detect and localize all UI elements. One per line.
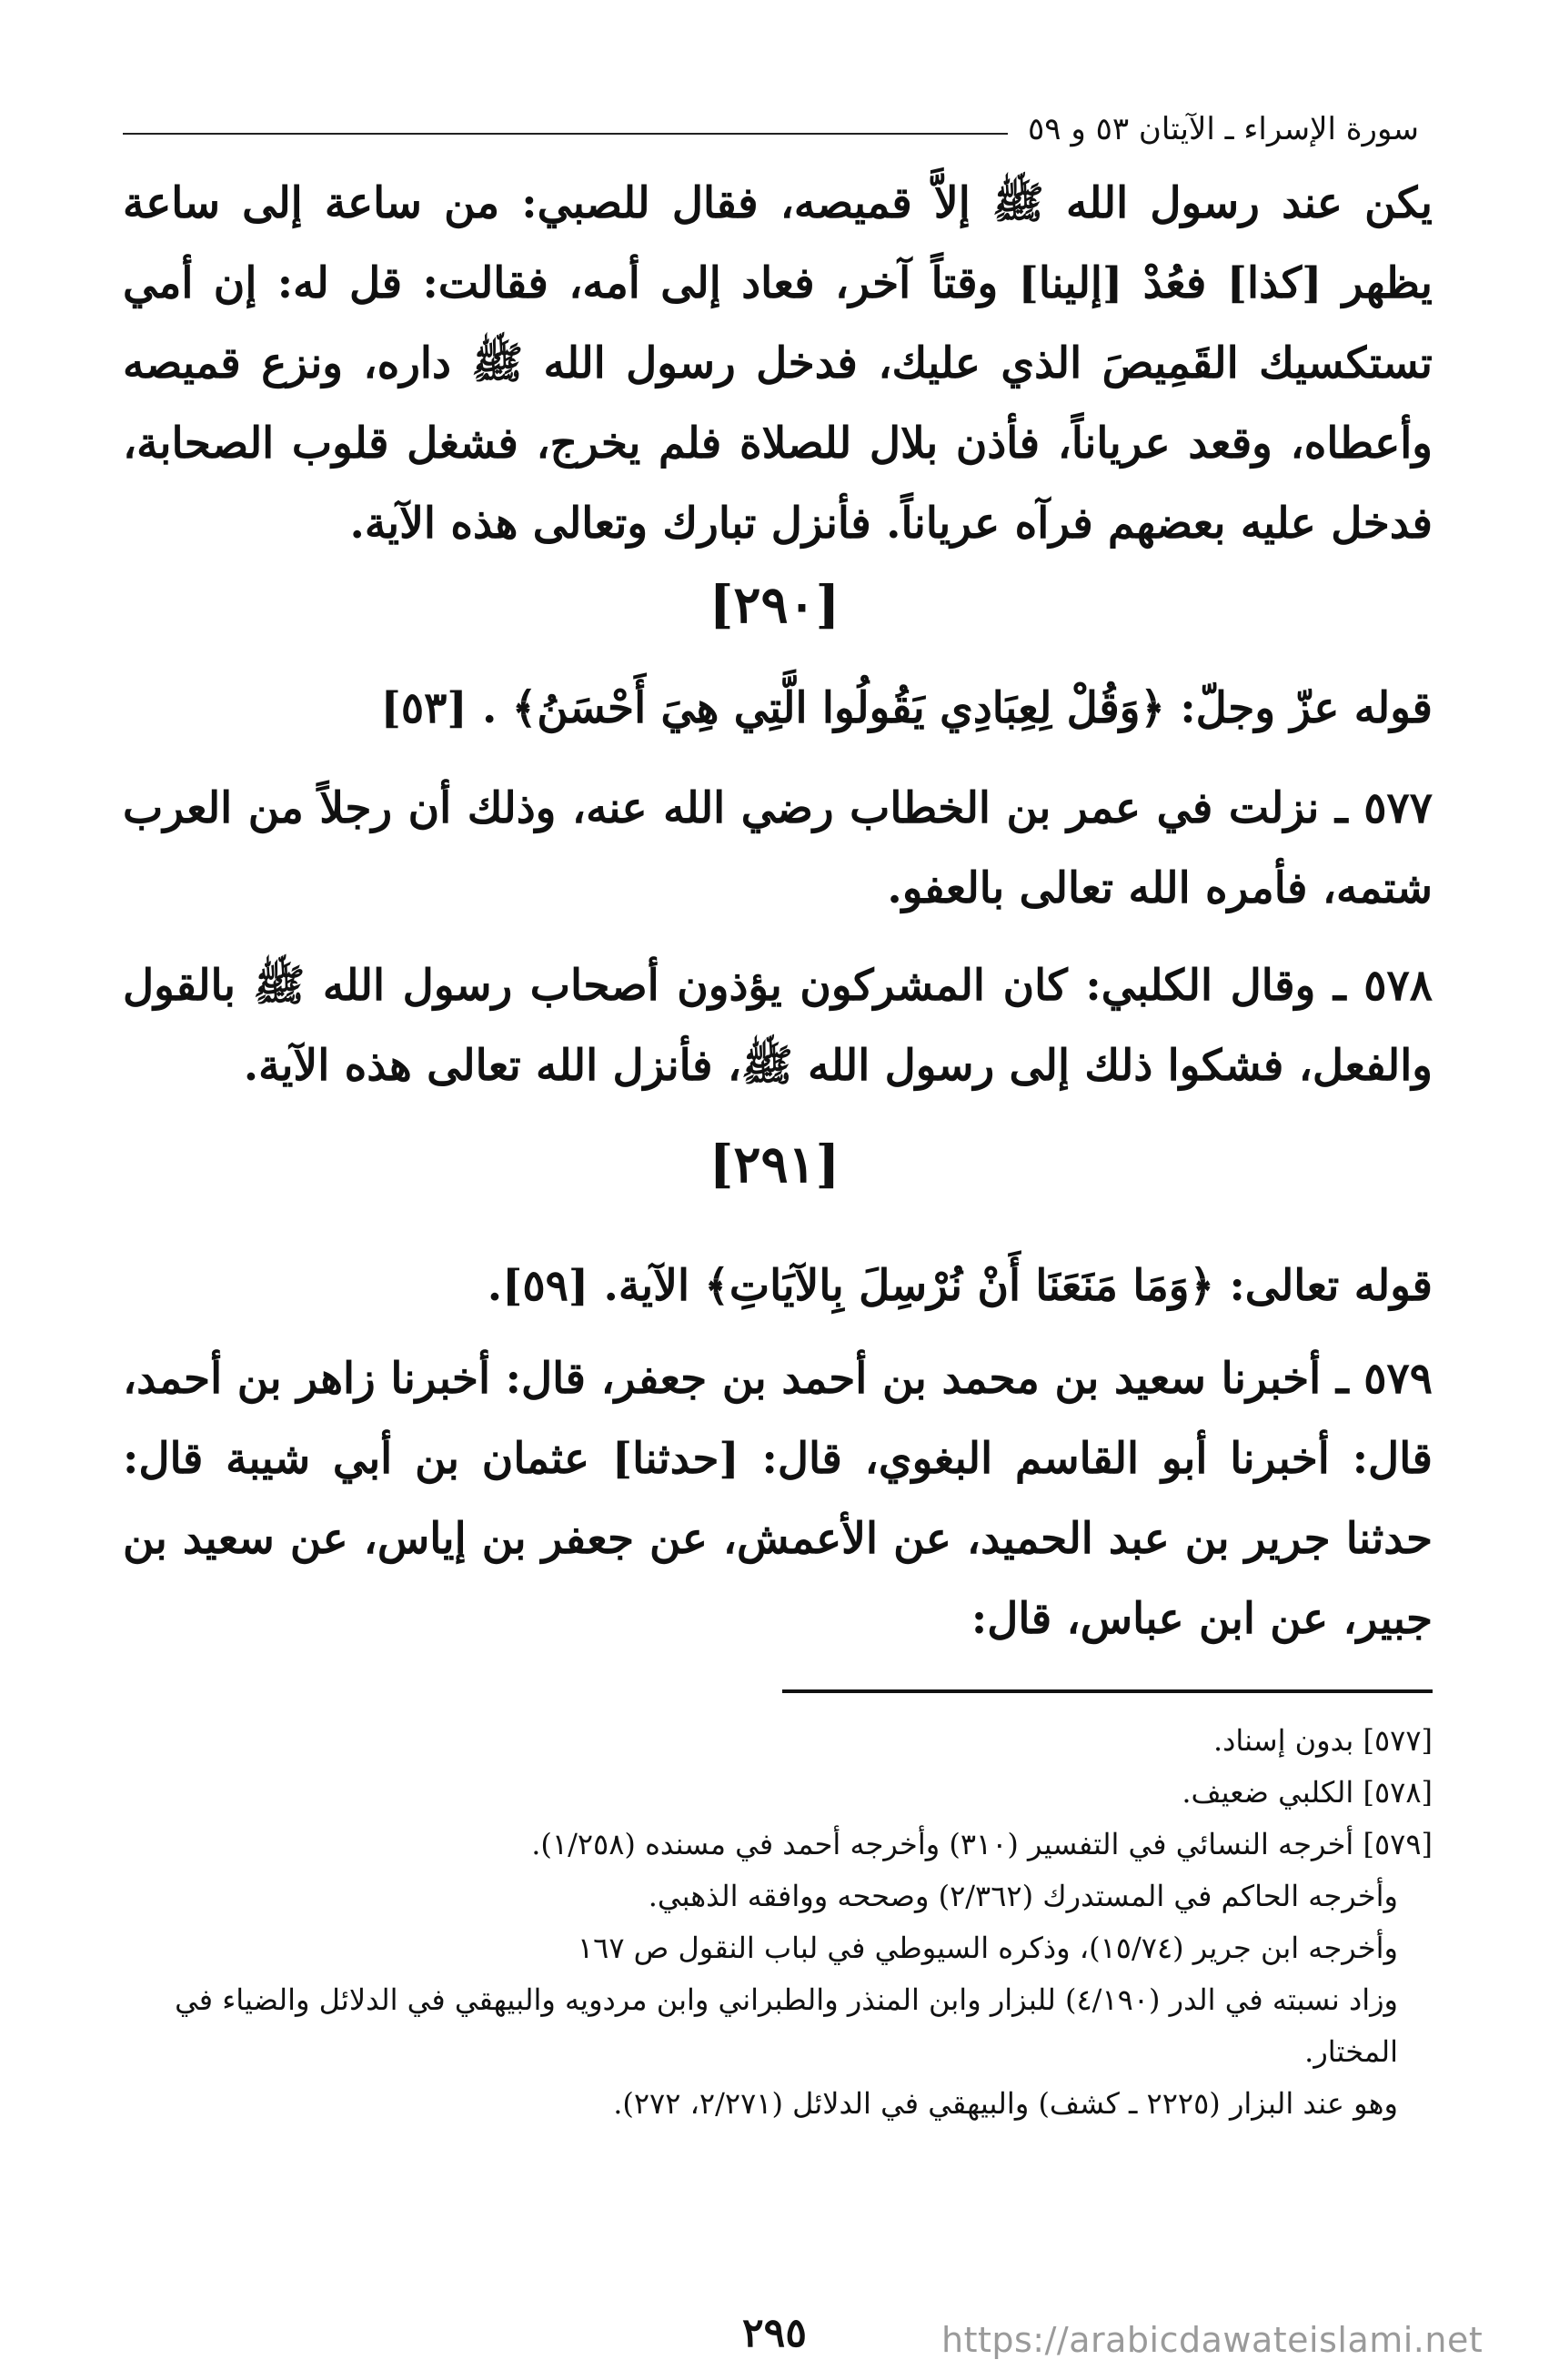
- quran-verse: ﴿وَمَا مَنَعَنَا أَنْ نُرْسِلَ بِالآيَاتِ﴾: [704, 1261, 1215, 1311]
- narration-577: ٥٧٧ ـ نزلت في عمر بن الخطاب رضي الله عنه، وذلك أن رجلاً من العرب شتمه، فأمره الله تعالى بالعفو.: [123, 783, 1433, 913]
- running-header: [123, 102, 1419, 147]
- verse-reference: الآية. [٥٩].: [487, 1261, 689, 1311]
- heading-prefix: قوله عزّ وجلّ:: [1180, 683, 1433, 733]
- footnote: [٥٧٩] أخرجه النسائي في التفسير (٣١٠) وأخرجه أحمد في مسنده (١/٢٥٨).: [531, 1827, 1433, 1861]
- footnote: وهو عند البزار (٢٢٢٥ ـ كشف) والبيهقي في الدلائل (٢/٢٧١، ٢٧٢).: [613, 2086, 1398, 2121]
- section-291-heading: [123, 1246, 1433, 1326]
- narration-579: ٥٧٩ ـ أخبرنا سعيد بن محمد بن أحمد بن جعفر، قال: أخبرنا زاهر بن أحمد، قال: أخبرنا أبو القاسم البغوي، قال: [حدثنا] عثمان بن أبي شيبة قال: حدثنا جرير بن عبد الحميد، عن الأعمش، عن جعفر بن إياس، عن سعيد بن جبير، عن ابن عباس، قال:: [123, 1354, 1433, 1644]
- section-number-291: [٢٩١]: [709, 1135, 840, 1195]
- footnote: وأخرجه الحاكم في المستدرك (٢/٣٦٢) وصححه ووافقه الذهبي.: [648, 1879, 1398, 1913]
- section-290-heading: [123, 669, 1433, 749]
- footnote: [٥٧٧] بدون إسناد.: [1212, 1723, 1433, 1758]
- header-rule: [123, 133, 1008, 135]
- heading-prefix: قوله تعالى:: [1229, 1261, 1433, 1311]
- footnote: [٥٧٨] الكلبي ضعيف.: [1182, 1775, 1433, 1810]
- footnotes: [123, 1715, 1433, 2130]
- verse-reference: . [٥٣]: [380, 683, 498, 733]
- footnote: وأخرجه ابن جرير (١٥/٧٤)، وذكره السيوطي في لباب النقول ص ١٦٧: [577, 1931, 1398, 1965]
- narration-578: ٥٧٨ ـ وقال الكلبي: كان المشركون يؤذون أصحاب رسول الله ﷺ بالقول والفعل، فشكوا ذلك إلى رسول الله ﷺ، فأنزل الله تعالى هذه الآية.: [123, 961, 1433, 1091]
- footnote: وزاد نسبته في الدر (٤/١٩٠) للبزار وابن المنذر والطبراني وابن مردويه والبيهقي في الدلائل والضياء في المختار.: [175, 1982, 1398, 2069]
- section-number-290: [٢٩٠]: [709, 575, 840, 635]
- quran-verse: ﴿وَقُلْ لِعِبَادِي يَقُولُوا الَّتِي هِيَ أَحْسَنُ﴾: [511, 683, 1165, 733]
- footnote-separator: [782, 1689, 1433, 1693]
- intro-paragraph: يكن عند رسول الله ﷺ إلاَّ قميصه، فقال للصبي: من ساعة إلى ساعة يظهر [كذا] فعُدْ [إلينا] وقتاً آخر، فعاد إلى أمه، فقالت: قل له: إن أمي تستكسيك القَمِيصَ الذي عليك، فدخل رسول الله ﷺ داره، ونزع قميصه وأعطاه، وقعد عرياناً، فأذن بلال للصلاة فلم يخرج، فشغل قلوب الصحابة، فدخل عليه بعضهم فرآه عرياناً. فأنزل تبارك وتعالى هذه الآية.: [123, 178, 1433, 549]
- page-number: ٢٩٥: [742, 2310, 807, 2356]
- watermark-url: https://arabicdawateislami.net: [941, 2320, 1484, 2360]
- running-head-title: سورة الإسراء ـ الآيتان ٥٣ و ٥٩: [1028, 111, 1419, 147]
